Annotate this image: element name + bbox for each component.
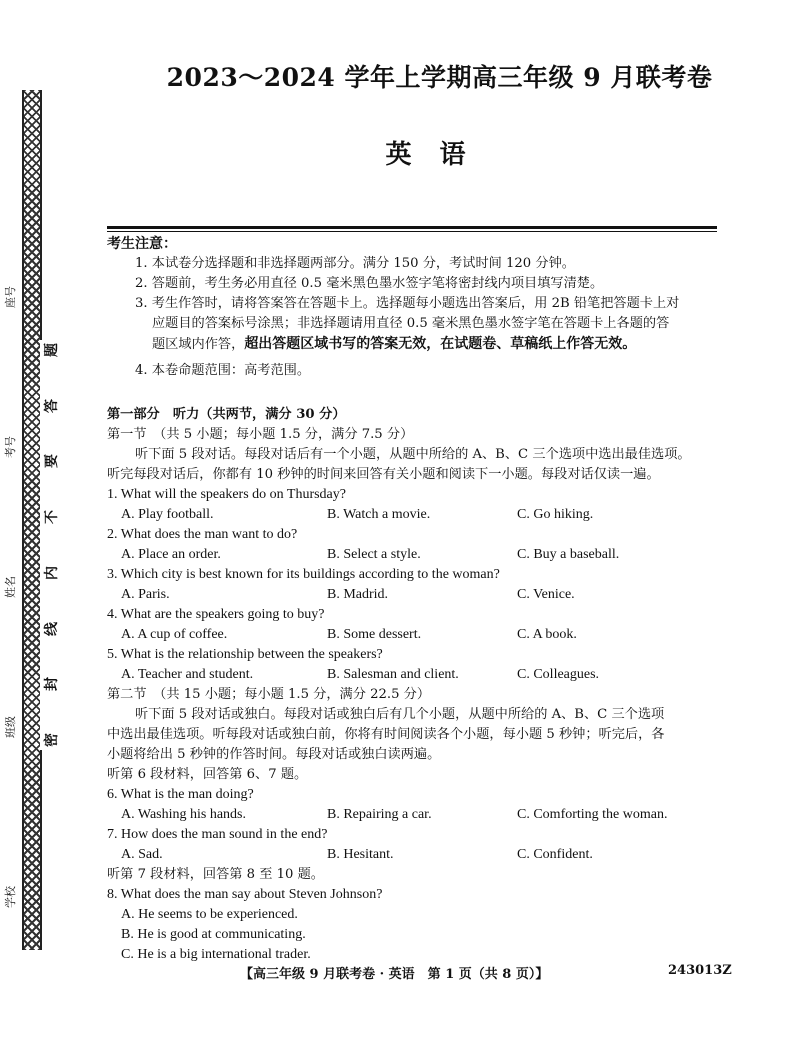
header-rule-thin [107, 231, 717, 232]
option-c: C. Venice. [517, 587, 575, 602]
question-options [107, 505, 727, 525]
section1-instructions: 听完每段对话后，你都有 10 秒钟的时间来回答有关小题和阅读下一小题。每段对话仅读一遍。 [107, 467, 660, 482]
exam-content [107, 234, 727, 965]
field-class: 班级 [4, 716, 17, 738]
question-stem: 5. What is the relationship between the speakers? [107, 647, 383, 662]
notice-emphasis: 超出答题区域书写的答案无效，在试题卷、草稿纸上作答无效。 [244, 336, 637, 352]
subject-title: 英语 [385, 140, 494, 170]
notice-item-cont: 应题目的答案标号涂黑；非选择题请用直径 0.5 毫米黑色墨水签字笔在答题卡上各题的答 [152, 316, 670, 331]
question-stem: 6. What is the man doing? [107, 787, 254, 802]
option-b: B. Hesitant. [327, 847, 394, 862]
seal-char: 要 [44, 454, 60, 469]
section2-instructions: 小题将给出 5 秒钟的作答时间。每段对话或独白读两遍。 [107, 747, 441, 762]
option-c: C. A book. [517, 627, 577, 642]
question-stem: 2. What does the man want to do? [107, 527, 298, 542]
seal-line-notice [40, 340, 62, 750]
notice-item: 2. 答题前，考生务必用直径 0.5 毫米黑色墨水签字笔将密封线内项目填写清楚。 [135, 276, 604, 291]
decorative-border-strip [22, 90, 42, 950]
question-options [107, 625, 727, 645]
seal-char: 题 [44, 343, 60, 357]
header-rule [107, 226, 717, 229]
paper-code: 243013Z [668, 963, 732, 978]
option-b: B. Salesman and client. [327, 667, 459, 682]
field-name: 姓名 [4, 576, 17, 598]
seal-char: 封 [44, 677, 60, 692]
option-a: A. A cup of coffee. [121, 627, 228, 642]
option-c: C. Buy a baseball. [517, 547, 620, 562]
page-footer: 【高三年级 9 月联考卷 · 英语 第 1 页（共 8 页）】 [240, 967, 549, 982]
option-c: C. Go hiking. [517, 507, 594, 522]
option-a: A. Play football. [121, 507, 214, 522]
option-b: B. Some dessert. [327, 627, 422, 642]
part1-heading: 第一部分 听力（共两节，满分 30 分） [107, 407, 346, 422]
binding-margin [0, 60, 85, 980]
field-exam-number: 考号 [4, 436, 17, 458]
option-b: B. Watch a movie. [327, 507, 431, 522]
question-stem: 1. What will the speakers do on Thursday? [107, 487, 346, 502]
option-a: A. Teacher and student. [121, 667, 254, 682]
option-b: B. Madrid. [327, 587, 389, 602]
section2-instructions: 中选出最佳选项。听每段对话或独白前，你将有时间阅读各个小题，每小题 5 秒钟；听完后，各 [107, 727, 665, 742]
question-stem: 7. How does the man sound in the end? [107, 827, 328, 842]
option-b: B. He is good at communicating. [121, 927, 306, 942]
notice-heading: 考生注意： [107, 236, 177, 252]
option-c: C. Confident. [517, 847, 593, 862]
option-c: C. He is a big international trader. [121, 947, 311, 962]
option-a: A. He seems to be experienced. [121, 907, 298, 922]
seal-char: 不 [44, 510, 60, 525]
option-a: A. Place an order. [121, 547, 221, 562]
option-a: A. Paris. [121, 587, 170, 602]
option-c: C. Comforting the woman. [517, 807, 668, 822]
section2-heading: 第二节 （共 15 小题；每小题 1.5 分，满分 22.5 分） [107, 687, 431, 702]
question-stem: 4. What are the speakers going to buy? [107, 607, 325, 622]
exam-title: 2023～2024 学年上学期高三年级 9 月联考卷 [166, 63, 713, 92]
notice-item: 3. 考生作答时，请将答案答在答题卡上。选择题每小题选出答案后，用 2B 铅笔把答题卡上对 [135, 296, 680, 311]
seal-char: 密 [44, 732, 60, 747]
field-school: 学校 [4, 886, 17, 908]
field-seat-number: 座号 [4, 286, 17, 308]
question-options [107, 545, 727, 565]
notice-item-cont: 题区域内作答，超出答题区域书写的答案无效，在试题卷、草稿纸上作答无效。 [152, 336, 637, 352]
question-options [107, 805, 727, 825]
seal-char: 线 [44, 621, 60, 636]
material-note: 听第 7 段材料，回答第 8 至 10 题。 [107, 867, 324, 882]
question-options [107, 585, 727, 605]
section1-instructions: 听下面 5 段对话。每段对话后有一个小题，从题中所给的 A、B、C 三个选项中选出最佳选项。 [135, 447, 691, 462]
seal-char: 答 [44, 398, 60, 413]
option-b: B. Repairing a car. [327, 807, 432, 822]
material-note: 听第 6 段材料，回答第 6、7 题。 [107, 767, 308, 782]
option-a: A. Washing his hands. [121, 807, 247, 822]
notice-item: 4. 本卷命题范围：高考范围。 [135, 363, 311, 378]
section2-instructions: 听下面 5 段对话或独白。每段对话或独白后有几个小题，从题中所给的 A、B、C 三个选项 [135, 707, 665, 722]
option-a: A. Sad. [121, 847, 163, 862]
notice-item: 1. 本试卷分选择题和非选择题两部分。满分 150 分，考试时间 120 分钟。 [135, 256, 575, 271]
seal-char: 内 [44, 565, 60, 580]
section1-heading: 第一节 （共 5 小题；每小题 1.5 分，满分 7.5 分） [107, 427, 414, 442]
question-options [107, 845, 727, 865]
question-stem: 8. What does the man say about Steven Johnson? [107, 887, 383, 902]
option-b: B. Select a style. [327, 547, 421, 562]
option-c: C. Colleagues. [517, 667, 600, 682]
question-options [107, 665, 727, 685]
question-stem: 3. Which city is best known for its buildings according to the woman? [107, 567, 500, 582]
